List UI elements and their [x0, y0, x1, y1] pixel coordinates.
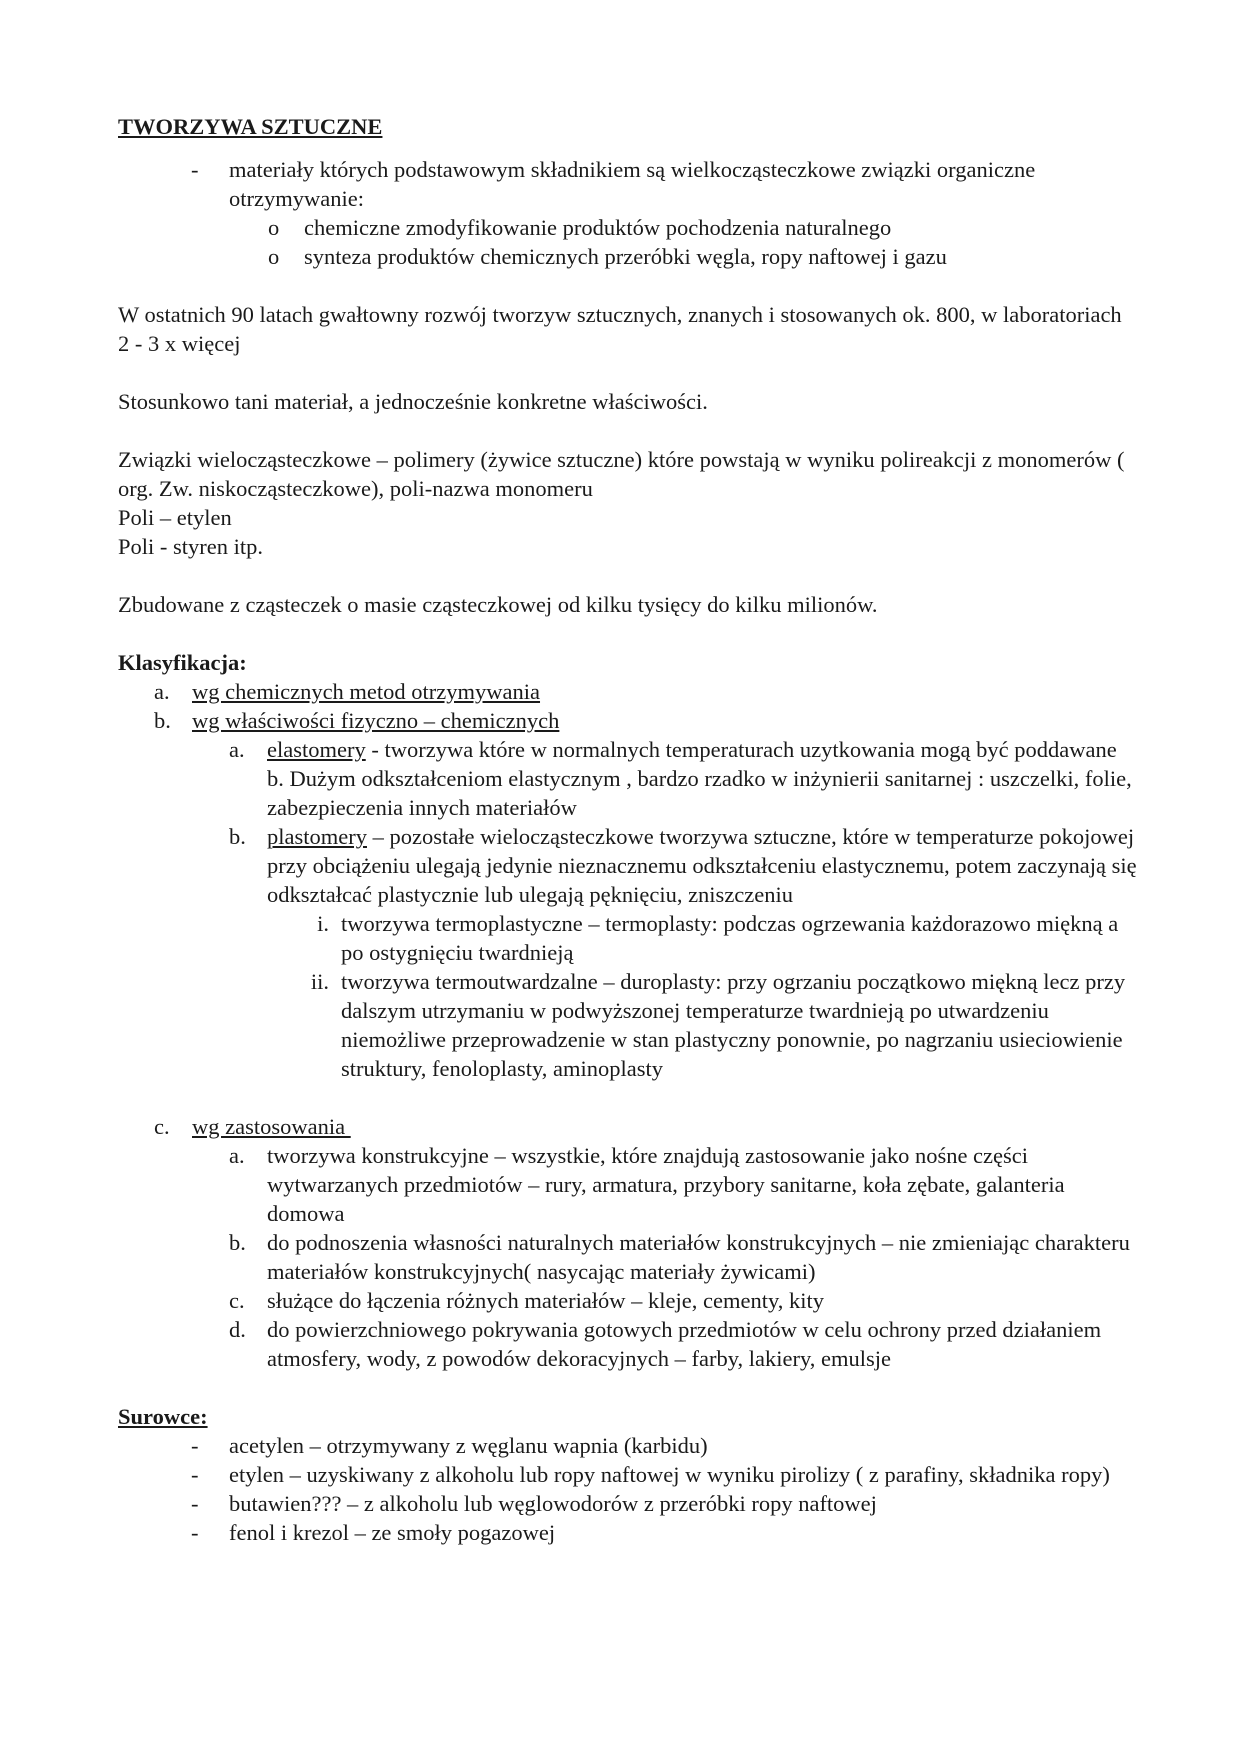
- classification-item: [118, 677, 1138, 706]
- paragraph-cost: Stosunkowo tani materiał, a jednocześnie konkretne właściwości.: [118, 389, 708, 414]
- subclass-text: - tworzywa które w normalnych temperaturach uzytkowania mogą być poddawane b. Dużym odkształceniom elastycznym , bardzo rzadko w inżynierii sanitarnej : uszczelki, folie, zabezpieczenia innych materiałów: [267, 737, 1132, 820]
- intro-text: materiały których podstawowym składnikiem są wielkocząsteczkowe związki organiczne otrzymywanie:: [229, 157, 1036, 211]
- list-marker: c.: [229, 1288, 245, 1313]
- raw-material-item: [118, 1431, 1138, 1460]
- intro-sub-text: synteza produktów chemicznych przeróbki węgla, ropy naftowej i gazu: [304, 244, 947, 269]
- list-marker: b.: [154, 708, 171, 733]
- term-plastomery: plastomery: [267, 824, 367, 849]
- roman-text: tworzywa termoutwardzalne – duroplasty: przy ogrzaniu początkowo miękną lecz przy dalszym utrzymaniu w podwyższonej temperaturze twardnieją po utwardzeniu niemożliwe przeprowadzenie w stan plastyczny ponownie, po nagrzaniu usieciowienie struktury, fenoloplasty, aminoplasty: [341, 969, 1126, 1081]
- roman-marker: i.: [317, 911, 329, 936]
- dash-marker: -: [191, 1491, 199, 1516]
- roman-item: [118, 909, 1138, 967]
- application-item: [118, 1315, 1138, 1373]
- subclass-text: – pozostałe wielocząsteczkowe tworzywa sztuczne, które w temperaturze pokojowej przy obciążeniu ulegają jedynie nieznacznemu odkształceniu elastycznemu, potem zaczynają się odkształcać plastycznie lub ulegają pęknięciu, zniszczeniu: [267, 824, 1137, 907]
- circle-marker: o: [268, 244, 280, 269]
- list-marker: b.: [229, 1230, 246, 1255]
- raw-material-text: fenol i krezol – ze smoły pogazowej: [229, 1520, 556, 1545]
- application-text: do podnoszenia własności naturalnych materiałów konstrukcyjnych – nie zmieniając charakteru materiałów konstrukcyjnych( nasycając materiały żywicami): [267, 1230, 1130, 1284]
- intro-sub-item: [118, 213, 1138, 242]
- classification-text: wg zastosowania: [192, 1114, 351, 1139]
- roman-item: [118, 967, 1138, 1083]
- list-marker: a.: [154, 679, 170, 704]
- dash-marker: -: [191, 1520, 199, 1545]
- dash-marker: -: [191, 1462, 199, 1487]
- list-marker: c.: [154, 1114, 170, 1139]
- application-text: tworzywa konstrukcyjne – wszystkie, które znajdują zastosowanie jako nośne części wytwarzanych przedmiotów – rury, armatura, przybory sanitarne, koła zębate, galanteria domowa: [267, 1143, 1065, 1226]
- raw-material-item: [118, 1489, 1138, 1518]
- raw-material-item: [118, 1518, 1138, 1547]
- document-page: [118, 112, 1138, 1547]
- roman-marker: ii.: [310, 969, 329, 994]
- list-marker: a.: [229, 737, 245, 762]
- classification-text: wg chemicznych metod otrzymywania: [192, 679, 541, 704]
- section-heading-klasyfikacja: Klasyfikacja:: [118, 650, 247, 675]
- subclass-item: [118, 735, 1138, 822]
- classification-text: wg właściwości fizyczno – chemicznych: [192, 708, 560, 733]
- raw-material-text: etylen – uzyskiwany z alkoholu lub ropy naftowej w wyniku pirolizy ( z parafiny, składnika ropy): [229, 1462, 1110, 1487]
- paragraph-example: Poli – etylen: [118, 505, 232, 530]
- dash-marker: -: [191, 157, 199, 182]
- intro-sub-text: chemiczne zmodyfikowanie produktów pochodzenia naturalnego: [304, 215, 892, 240]
- list-marker: d.: [229, 1317, 246, 1342]
- application-item: [118, 1228, 1138, 1286]
- application-item: [118, 1141, 1138, 1228]
- intro-list-item: [118, 155, 1138, 213]
- application-text: do powierzchniowego pokrywania gotowych przedmiotów w celu ochrony przed działaniem atmosfery, wody, z powodów dekoracyjnych – farby, lakiery, emulsje: [267, 1317, 1102, 1371]
- roman-text: tworzywa termoplastyczne – termoplasty: podczas ogrzewania każdorazowo miękną a po ostygnięciu twardnieją: [341, 911, 1119, 965]
- circle-marker: o: [268, 215, 280, 240]
- list-marker: b.: [229, 824, 246, 849]
- classification-item: [118, 1112, 1138, 1141]
- raw-material-text: acetylen – otrzymywany z węglanu wapnia (karbidu): [229, 1433, 708, 1458]
- term-elastomery: elastomery: [267, 737, 366, 762]
- subclass-item: [118, 822, 1138, 909]
- raw-material-text: butawien??? – z alkoholu lub węglowodorów z przeróbki ropy naftowej: [229, 1491, 877, 1516]
- intro-sub-item: [118, 242, 1138, 271]
- application-item: [118, 1286, 1138, 1315]
- paragraph-growth: W ostatnich 90 latach gwałtowny rozwój tworzyw sztucznych, znanych i stosowanych ok. 800, w laboratoriach 2 - 3 x więcej: [118, 302, 1122, 356]
- section-heading-surowce: Surowce:: [118, 1404, 208, 1429]
- application-text: służące do łączenia różnych materiałów – kleje, cementy, kity: [267, 1288, 825, 1313]
- raw-material-item: [118, 1460, 1138, 1489]
- document-title: TWORZYWA SZTUCZNE: [118, 114, 383, 139]
- paragraph-example: Poli - styren itp.: [118, 534, 263, 559]
- classification-item: [118, 706, 1138, 735]
- paragraph-polymers: Związki wielocząsteczkowe – polimery (żywice sztuczne) które powstają w wyniku polireakcji z monomerów ( org. Zw. niskocząsteczkowe), poli-nazwa monomeru: [118, 447, 1125, 501]
- paragraph-mass: Zbudowane z cząsteczek o masie cząsteczkowej od kilku tysięcy do kilku milionów.: [118, 592, 878, 617]
- dash-marker: -: [191, 1433, 199, 1458]
- list-marker: a.: [229, 1143, 245, 1168]
